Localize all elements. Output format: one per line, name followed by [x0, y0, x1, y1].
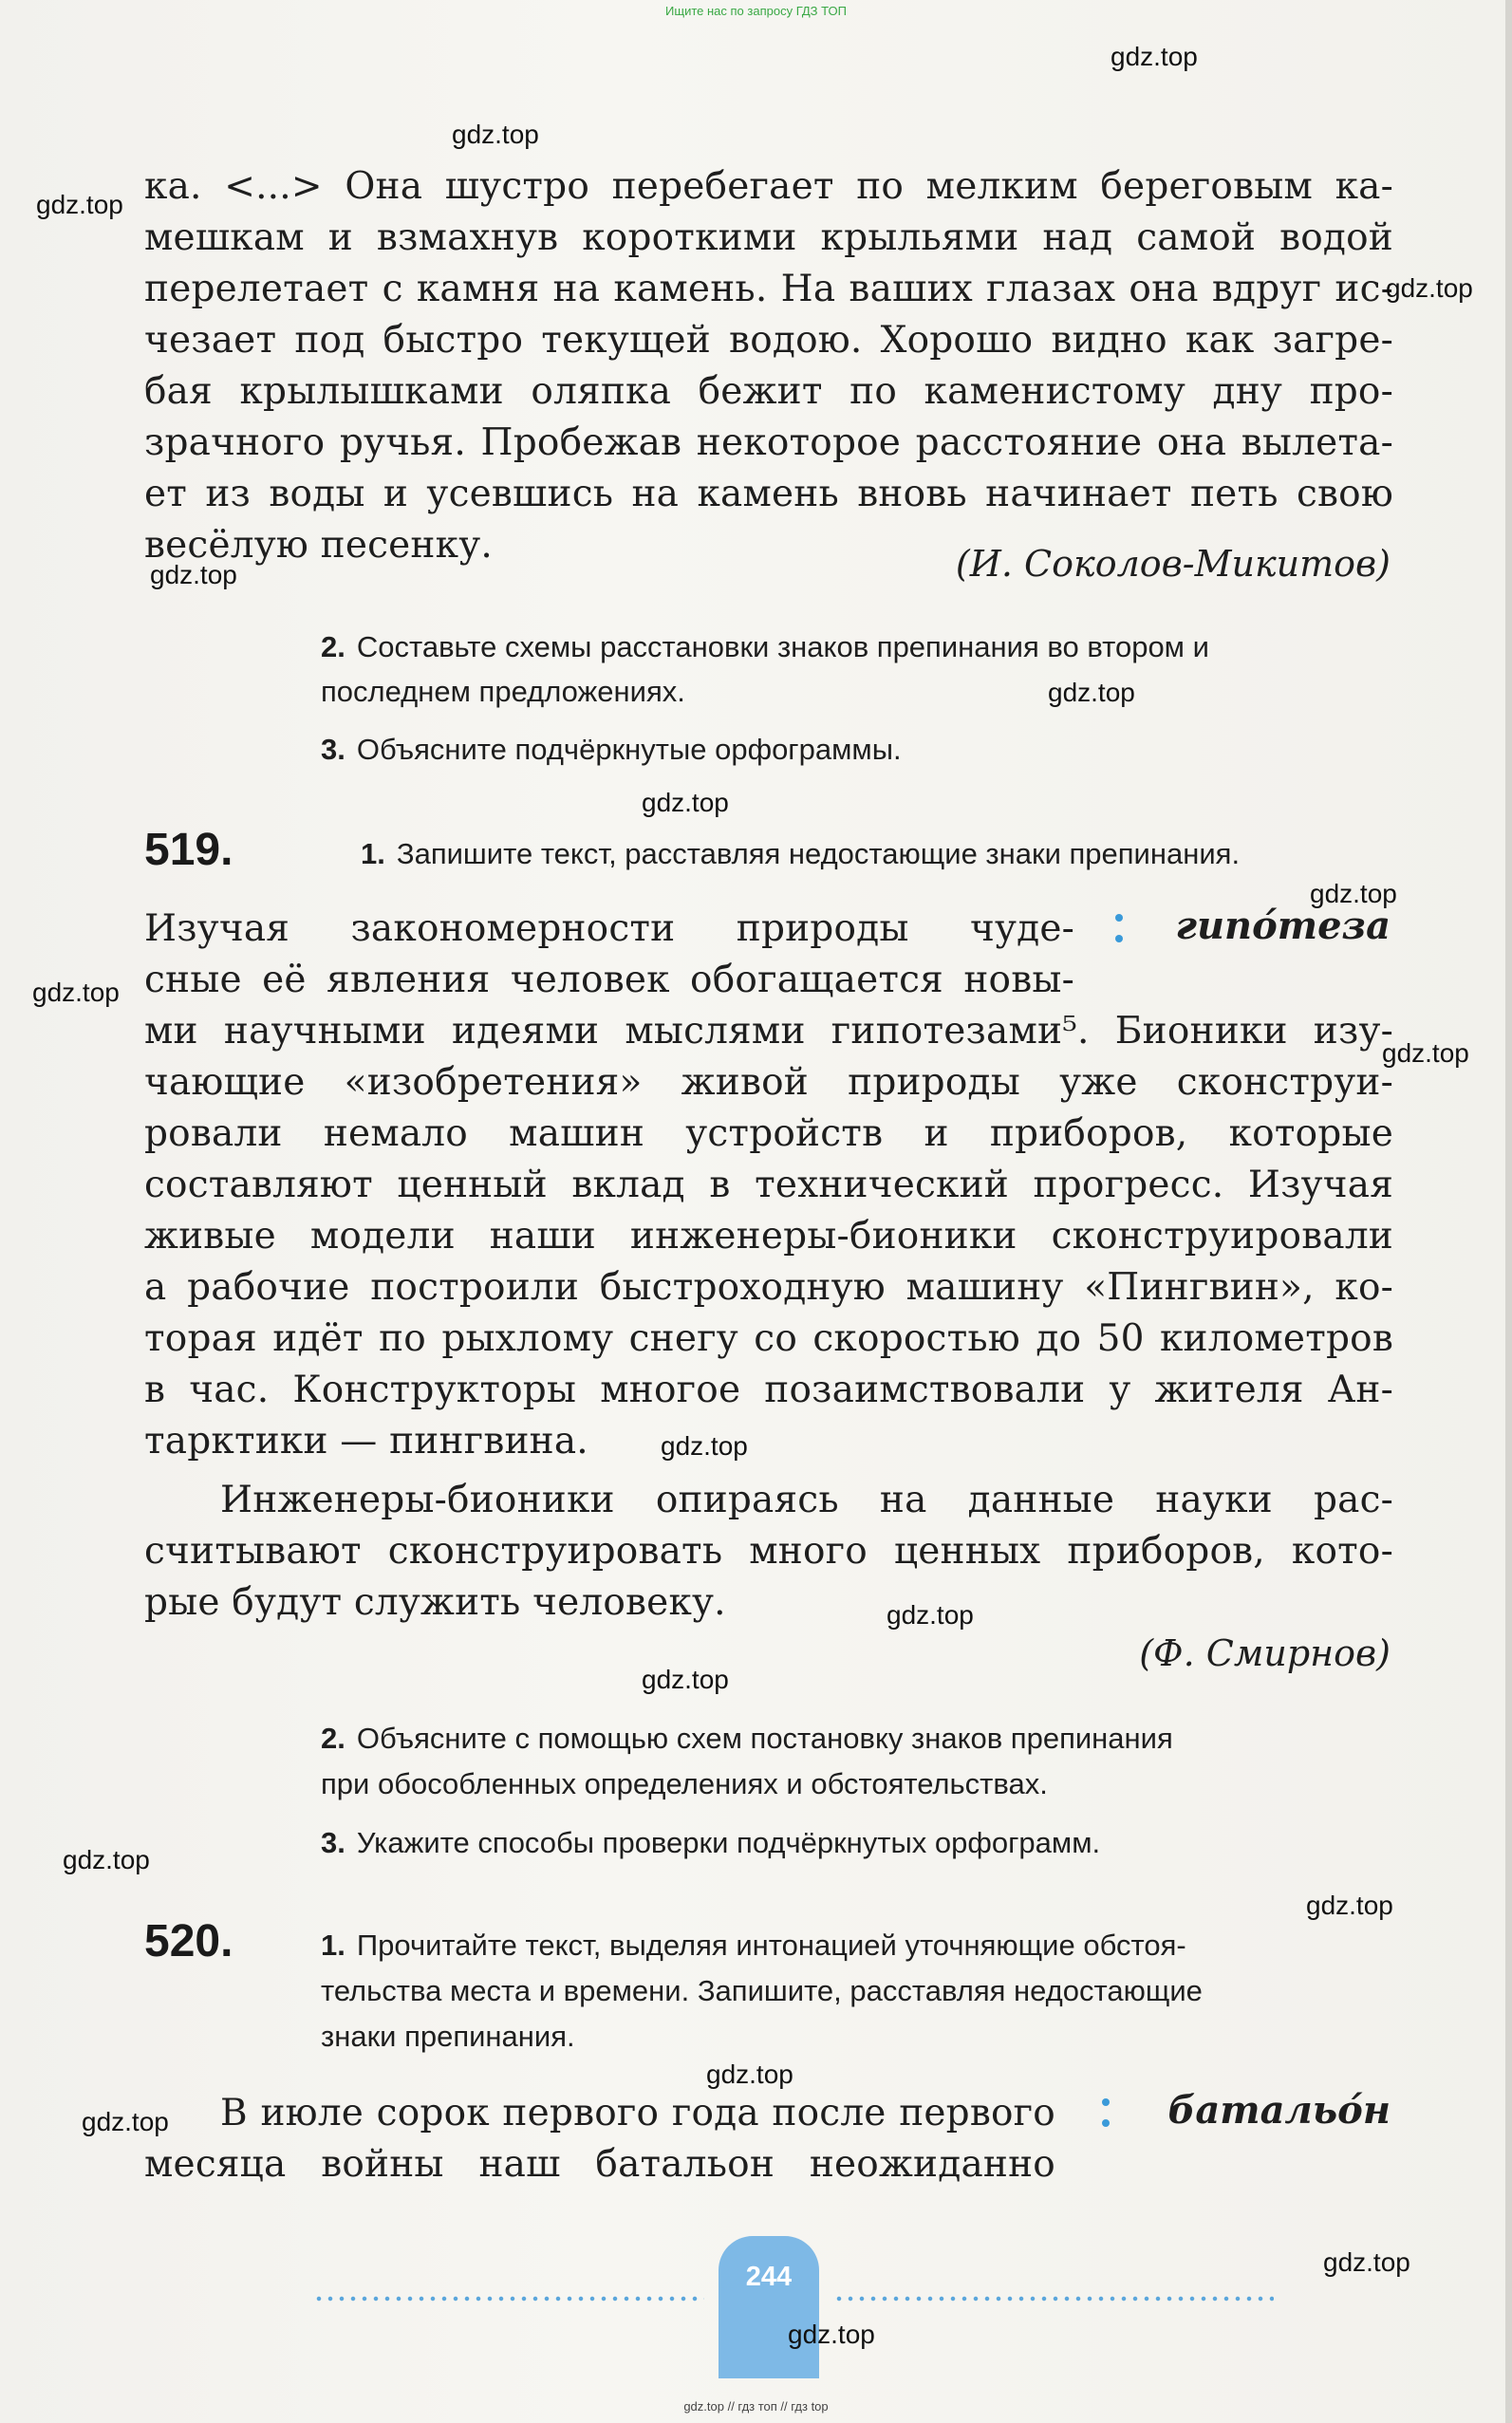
text-line: чающие «изобретения» живой природы уже сконструи-	[144, 1061, 1393, 1104]
text-line: живые модели наши инженеры-бионики сконструировали	[144, 1215, 1393, 1258]
watermark: gdz.top	[452, 120, 539, 149]
watermark: gdz.top	[1310, 879, 1397, 908]
watermark: gdz.top	[1323, 2247, 1410, 2277]
author-credit: (И. Соколов-Микитов)	[955, 543, 1391, 585]
task-text: Составьте схемы расстановки знаков препинания во втором и	[356, 630, 1209, 663]
task-line	[361, 831, 1240, 876]
task-text: Объясните подчёркнутые орфограммы.	[356, 733, 902, 766]
task-line	[321, 624, 1209, 669]
task-text: Объясните с помощью схем постановку знаков препинания	[356, 1722, 1173, 1755]
top-banner[interactable]: Ищите нас по запросу ГДЗ ТОП	[665, 4, 847, 18]
page-number: 244	[745, 2262, 793, 2292]
text-line: ровали немало машин устройств и приборов, которые	[144, 1112, 1393, 1155]
task-line	[321, 1716, 1173, 1761]
watermark: gdz.top	[1111, 42, 1198, 71]
task-line: тельства места и времени. Запишите, расставляя недостающие	[321, 1974, 1203, 2007]
text-line: ет из воды и усевшись на камень вновь начинает петь свою	[144, 473, 1393, 515]
text-line: сные её явления человек обогащается новы-	[144, 959, 1074, 1001]
text-line: бая крылышками оляпка бежит по каменистому дну про-	[144, 370, 1393, 413]
text-line: Изучая закономерности природы чуде-	[144, 907, 1074, 950]
watermark: gdz.top	[36, 190, 123, 219]
task-text: Укажите способы проверки подчёркнутых орфограмм.	[356, 1826, 1101, 1859]
bottom-banner[interactable]: gdz.top // гдз топ // гдз top	[683, 2399, 829, 2414]
text-line: В июле сорок первого года после первого	[220, 2092, 1055, 2134]
text-line: чезает под быстро текущей водою. Хорошо видно как загре-	[144, 319, 1393, 362]
task-line	[321, 727, 902, 772]
text-line: рые будут служить человеку.	[144, 1581, 726, 1624]
text-line: весёлую песенку.	[144, 524, 493, 567]
text-line: в час. Конструкторы многое позаимствовали у жителя Ан-	[144, 1369, 1393, 1411]
text-line: ка. <...> Она шустро перебегает по мелким береговым ка-	[144, 165, 1393, 208]
watermark: gdz.top	[642, 1665, 729, 1694]
text-line: месяца войны наш батальон неожиданно	[144, 2143, 1055, 2186]
watermark: gdz.top	[661, 1431, 748, 1461]
task-number: 3.	[321, 733, 345, 766]
exercise-number: 520.	[144, 1916, 233, 1966]
task-number: 1.	[321, 1929, 345, 1962]
task-number: 1.	[361, 837, 385, 870]
task-text: Запишите текст, расставляя недостающие знаки препинания.	[396, 837, 1241, 870]
watermark: gdz.top	[1386, 273, 1473, 303]
vocab-marker-icon	[1099, 2091, 1111, 2138]
task-line	[321, 1923, 1186, 1967]
watermark: gdz.top	[1306, 1891, 1393, 1920]
text-line: зрачного ручья. Пробежав некоторое расстояние она вылета-	[144, 421, 1393, 464]
task-line: знаки препинания.	[321, 2020, 575, 2053]
text-line: ми научными идеями мыслями гипотезами⁵. Бионики изу-	[144, 1010, 1393, 1053]
text-line: а рабочие построили быстроходную машину «Пингвин», ко-	[144, 1266, 1393, 1309]
text-line: Инженеры-бионики опираясь на данные науки рас-	[220, 1479, 1393, 1521]
text-line: перелетает с камня на камень. На ваших глазах она вдруг ис-	[144, 268, 1393, 310]
watermark: gdz.top	[1382, 1038, 1469, 1068]
watermark: gdz.top	[1048, 678, 1135, 707]
text-line: составляют ценный вклад в технический прогресс. Изучая	[144, 1164, 1393, 1206]
author-credit: (Ф. Смирнов)	[1139, 1632, 1391, 1674]
page-number-tab	[719, 2236, 819, 2378]
task-number: 2.	[321, 630, 345, 663]
task-number: 2.	[321, 1722, 345, 1755]
task-text: Прочитайте текст, выделяя интонацией уточняющие обстоя-	[356, 1929, 1186, 1962]
footer-dotted-line	[833, 2296, 1274, 2302]
watermark: gdz.top	[150, 560, 237, 589]
task-line: при обособленных определениях и обстоятельствах.	[321, 1767, 1048, 1800]
text-line: считывают сконструировать много ценных приборов, кото-	[144, 1530, 1393, 1573]
text-line: тарктики — пингвина.	[144, 1420, 588, 1463]
footer-dotted-line	[313, 2296, 704, 2302]
vocab-word: гипо́теза	[1175, 904, 1391, 948]
watermark: gdz.top	[82, 2107, 169, 2136]
vocab-word: батальо́н	[1167, 2088, 1391, 2133]
task-number: 3.	[321, 1826, 345, 1859]
page-edge	[1505, 0, 1512, 2423]
watermark: gdz.top	[32, 978, 120, 1007]
exercise-number: 519.	[144, 825, 233, 875]
vocab-marker-icon	[1112, 906, 1124, 954]
task-line: последнем предложениях.	[321, 675, 685, 708]
text-line: торая идёт по рыхлому снегу со скоростью до 50 километров	[144, 1317, 1393, 1360]
watermark: gdz.top	[642, 788, 729, 817]
watermark: gdz.top	[706, 2060, 793, 2089]
watermark: gdz.top	[63, 1845, 150, 1874]
task-line	[321, 1820, 1100, 1865]
watermark: gdz.top	[887, 1600, 974, 1630]
text-line: мешкам и взмахнув короткими крыльями над самой водой	[144, 216, 1393, 259]
watermark: gdz.top	[788, 2320, 875, 2349]
